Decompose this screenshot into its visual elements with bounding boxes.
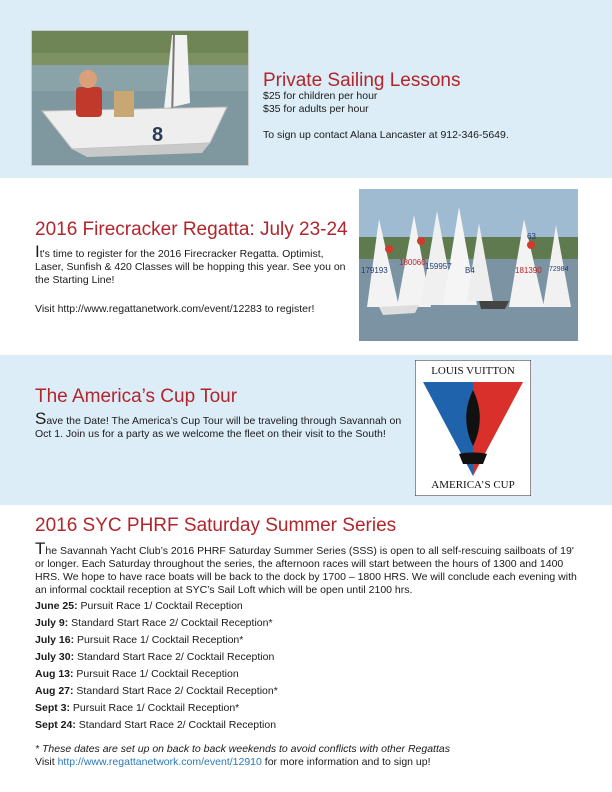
sail-number-4: B4	[465, 266, 475, 275]
price-children: $25 for children per hour	[263, 90, 378, 102]
series-schedule	[35, 598, 555, 734]
series-footnote: * These dates are set up on back to back weekends to avoid conflicts with other Regattas	[35, 743, 450, 755]
series-body	[35, 539, 585, 597]
regatta-photo	[359, 189, 578, 341]
schedule-item: Aug 27: Standard Start Race 2/ Cocktail Reception*	[35, 685, 278, 697]
sail-number-1: 179193	[361, 266, 388, 275]
regatta-visit: Visit http://www.regattanetwork.com/event/12283 to register!	[35, 303, 315, 315]
americas-cup-text: ave the Date! The America’s Cup Tour will be traveling through Savannah on Oct 1. Join us for a party as we welcome the fleet on their visit to the South!	[35, 415, 402, 440]
schedule-item: Sept 24: Standard Start Race 2/ Cocktail Reception	[35, 719, 277, 731]
schedule-item: July 9: Standard Start Race 2/ Cocktail Reception*	[35, 617, 273, 629]
regatta-title: 2016 Firecracker Regatta: July 23-24	[35, 219, 348, 240]
series-visit-suffix: for more information and to sign up!	[261, 756, 431, 768]
sail-number-3: 159957	[425, 262, 452, 271]
schedule-item: Sept 3: Pursuit Race 1/ Cocktail Reception*	[35, 702, 240, 714]
logo-top-text: LOUIS VUITTON	[431, 365, 515, 377]
schedule-item: July 30: Standard Start Race 2/ Cocktail Reception	[35, 651, 275, 663]
boat-number: 8	[152, 124, 164, 146]
series-title: 2016 SYC PHRF Saturday Summer Series	[35, 515, 397, 536]
schedule-item: Aug 13: Pursuit Race 1/ Cocktail Reception	[35, 668, 239, 680]
regatta-text: t's time to register for the 2016 Firecracker Regatta. Optimist, Laser, Sunfish & 420 Classes will be hopping this year. See you on the Starting Line!	[35, 248, 346, 286]
series-visit-prefix: Visit	[35, 756, 58, 768]
series-registration-link[interactable]: http://www.regattanetwork.com/event/12910	[57, 756, 262, 768]
sail-number-7: 72984	[549, 266, 569, 273]
series-text: he Savannah Yacht Club’s 2016 PHRF Saturday Summer Series (SSS) is open to all self-rescuing sailboats of 19' or longer. Each Saturday throughout the series, the afternoon races will start between the hours of 1300 and 1400 HRS. We hope to have race boats will be back to the dock by 1700 – 1800 HRS. We will conclude each evening with an informal cocktail reception at SYC’s Sail Loft which will be open until 2100 hrs.	[35, 545, 577, 596]
sailing-lesson-photo	[31, 30, 249, 166]
sail-number-2: 180060	[399, 258, 426, 267]
schedule-item: June 25: Pursuit Race 1/ Cocktail Reception	[35, 600, 243, 612]
lessons-title: Private Sailing Lessons	[263, 70, 461, 91]
regatta-dropcap: I	[35, 242, 40, 261]
americas-cup-body	[35, 409, 410, 441]
sail-number-5: 63	[527, 232, 536, 241]
logo-bottom-text: AMERICA’S CUP	[431, 479, 515, 491]
lessons-contact: To sign up contact Alana Lancaster at 912-346-5649.	[263, 129, 509, 141]
regatta-body	[35, 242, 353, 287]
schedule-item: July 16: Pursuit Race 1/ Cocktail Reception*	[35, 634, 244, 646]
price-adults: $35 for adults per hour	[263, 103, 369, 115]
series-dropcap: T	[35, 539, 46, 558]
americas-cup-dropcap: S	[35, 409, 47, 428]
series-visit	[35, 756, 431, 769]
sail-number-6: 181390	[515, 266, 542, 275]
louis-vuitton-americas-cup-logo	[415, 360, 531, 496]
americas-cup-title: The America’s Cup Tour	[35, 386, 238, 407]
